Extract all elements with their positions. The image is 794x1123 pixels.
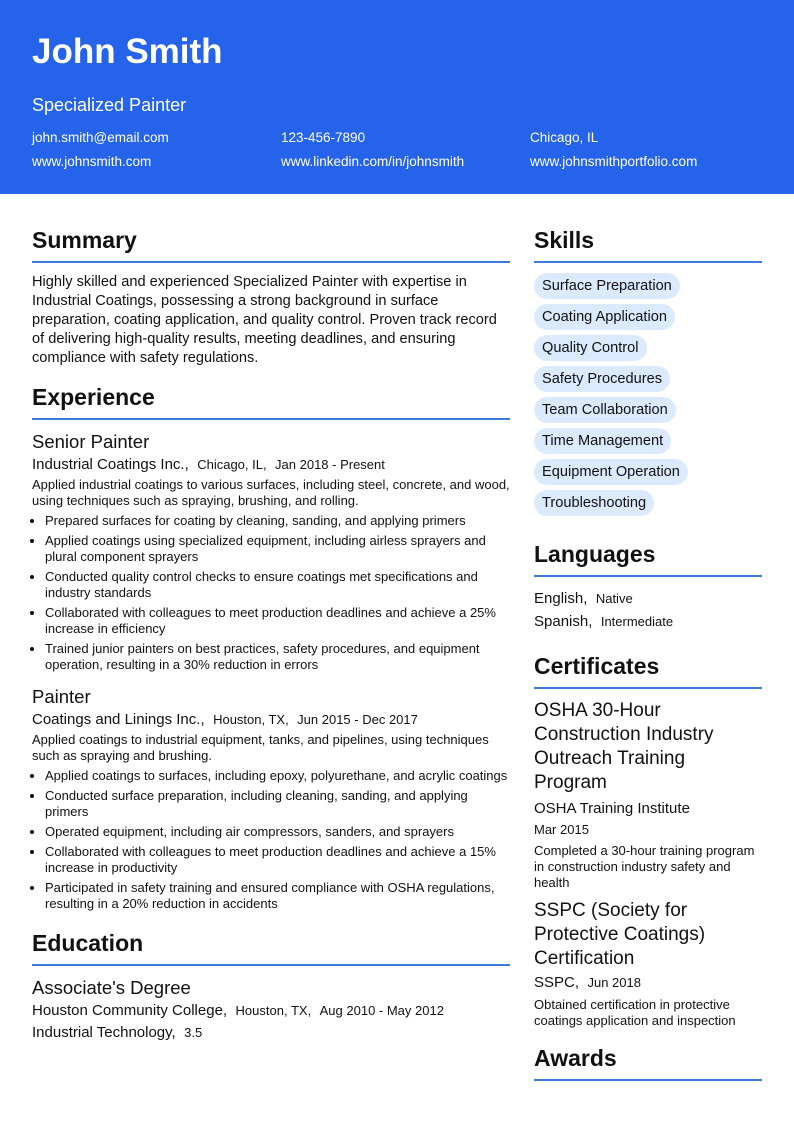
certificate-description: Completed a 30-hour training program in construction industry safety and health <box>534 843 755 890</box>
job-title: Senior Painter <box>32 431 150 452</box>
bullet-item: • Participated in safety training and ensured compliance with OSHA regulations, resulting in a 20% reduction in accidents <box>45 880 510 912</box>
degree-title: Associate's Degree <box>32 977 191 998</box>
certificate-description: Obtained certification in protective coatings application and inspection <box>534 997 736 1028</box>
skills-heading: Skills <box>534 225 762 263</box>
job-entry <box>32 430 510 673</box>
bullet-item: • Conducted surface preparation, including cleaning, sanding, and applying primers <box>45 788 510 820</box>
website-link[interactable]: www.johnsmith.com <box>32 154 152 169</box>
job-location: Houston, TX, <box>213 712 289 727</box>
education-meta <box>32 1001 510 1021</box>
bullet-item: • Operated equipment, including air compressors, sanders, and sprayers <box>45 824 510 840</box>
bullet-item: • Trained junior painters on best practices, safety procedures, and equipment operation, resulting in a 30% reduction in errors <box>45 641 510 673</box>
language-level: Native <box>595 591 633 606</box>
skill-chip: Equipment Operation <box>534 459 688 485</box>
job-location: Chicago, IL, <box>197 457 267 472</box>
email-link[interactable]: john.smith@email.com <box>32 130 169 145</box>
right-column <box>534 194 762 1091</box>
linkedin-link[interactable]: www.linkedin.com/in/johnsmith <box>281 154 465 169</box>
language-name: Spanish, <box>534 613 593 630</box>
contact-info <box>32 130 762 170</box>
job-bullets <box>32 768 510 912</box>
bullet-item: • Applied coatings to surfaces, including epoxy, polyurethane, and acrylic coatings <box>45 768 510 784</box>
candidate-name: John Smith <box>32 32 223 71</box>
certificate-name: OSHA 30-Hour Construction Industry Outreach Training Program <box>534 700 714 793</box>
job-description: Applied coatings to industrial equipment, tanks, and pipelines, using techniques such as spraying and brushing. <box>32 732 489 763</box>
certificate-issuer: SSPC, <box>534 974 580 991</box>
skill-chip: Time Management <box>534 428 671 454</box>
languages-heading: Languages <box>534 539 762 577</box>
candidate-role: Specialized Painter <box>32 95 187 115</box>
experience-heading: Experience <box>32 382 510 420</box>
resume-header <box>0 0 794 194</box>
gpa-value: 3.5 <box>184 1025 203 1040</box>
summary-heading: Summary <box>32 225 510 263</box>
job-title: Painter <box>32 686 91 707</box>
job-meta <box>32 455 510 475</box>
language-item <box>534 587 762 610</box>
certificate-name: SSPC (Society for Protective Coatings) Certification <box>534 900 706 969</box>
school-name: Houston Community College, <box>32 1002 228 1019</box>
location-text: Chicago, IL <box>530 130 599 145</box>
job-description: Applied industrial coatings to various surfaces, including steel, concrete, and wood, using techniques such as spraying, brushing, and rolling. <box>32 477 510 508</box>
bullet-item: • Prepared surfaces for coating by cleaning, sanding, and applying primers <box>45 513 510 529</box>
skill-chip: Surface Preparation <box>534 273 680 299</box>
certificate-issuer: OSHA Training Institute <box>534 800 690 817</box>
certificate-item <box>534 899 762 1029</box>
left-column <box>32 194 510 1091</box>
education-dates: Aug 2010 - May 2012 <box>319 1003 444 1018</box>
language-item <box>534 610 762 633</box>
summary-text: Highly skilled and experienced Specialized Painter with expertise in Industrial Coatings, possessing a strong background in surface preparation, coating application, and quality control. Proven track record of delivering high-quality results, meeting deadlines, and ensuring compliance with safety regulations. <box>32 274 497 366</box>
skill-chip: Coating Application <box>534 304 675 330</box>
skills-list <box>534 273 762 521</box>
resume-body <box>0 194 794 1091</box>
skill-chip: Team Collaboration <box>534 397 676 423</box>
bullet-item: • Conducted quality control checks to ensure coatings met specifications and industry standards <box>45 569 510 601</box>
job-dates: Jun 2015 - Dec 2017 <box>297 712 418 727</box>
language-level: Intermediate <box>600 614 674 629</box>
portfolio-link[interactable]: www.johnsmithportfolio.com <box>530 154 698 169</box>
education-heading: Education <box>32 928 510 966</box>
awards-heading: Awards <box>534 1043 762 1081</box>
skill-chip: Safety Procedures <box>534 366 670 392</box>
job-bullets <box>32 513 510 673</box>
company-name: Coatings and Linings Inc., <box>32 711 205 728</box>
job-meta <box>32 710 510 730</box>
company-name: Industrial Coatings Inc., <box>32 456 189 473</box>
skill-chip: Quality Control <box>534 335 647 361</box>
bullet-item: • Collaborated with colleagues to meet production deadlines and achieve a 25% increase in efficiency <box>45 605 510 637</box>
education-field <box>32 1023 510 1043</box>
phone-text: 123-456-7890 <box>281 130 366 145</box>
school-location: Houston, TX, <box>235 1003 312 1018</box>
certificate-item <box>534 699 762 891</box>
job-entry <box>32 685 510 912</box>
skill-chip: Troubleshooting <box>534 490 654 516</box>
certificate-meta <box>534 973 762 993</box>
bullet-item: • Collaborated with colleagues to meet production deadlines and achieve a 15% increase in productivity <box>45 844 510 876</box>
certificates-heading: Certificates <box>534 651 762 689</box>
field-of-study: Industrial Technology, <box>32 1024 176 1041</box>
bullet-item: • Applied coatings using specialized equipment, including airless sprayers and plural component sprayers <box>45 533 510 565</box>
language-name: English, <box>534 590 588 607</box>
certificate-date: Jun 2018 <box>587 975 641 990</box>
certificate-date: Mar 2015 <box>534 822 589 837</box>
job-dates: Jan 2018 - Present <box>275 457 385 472</box>
